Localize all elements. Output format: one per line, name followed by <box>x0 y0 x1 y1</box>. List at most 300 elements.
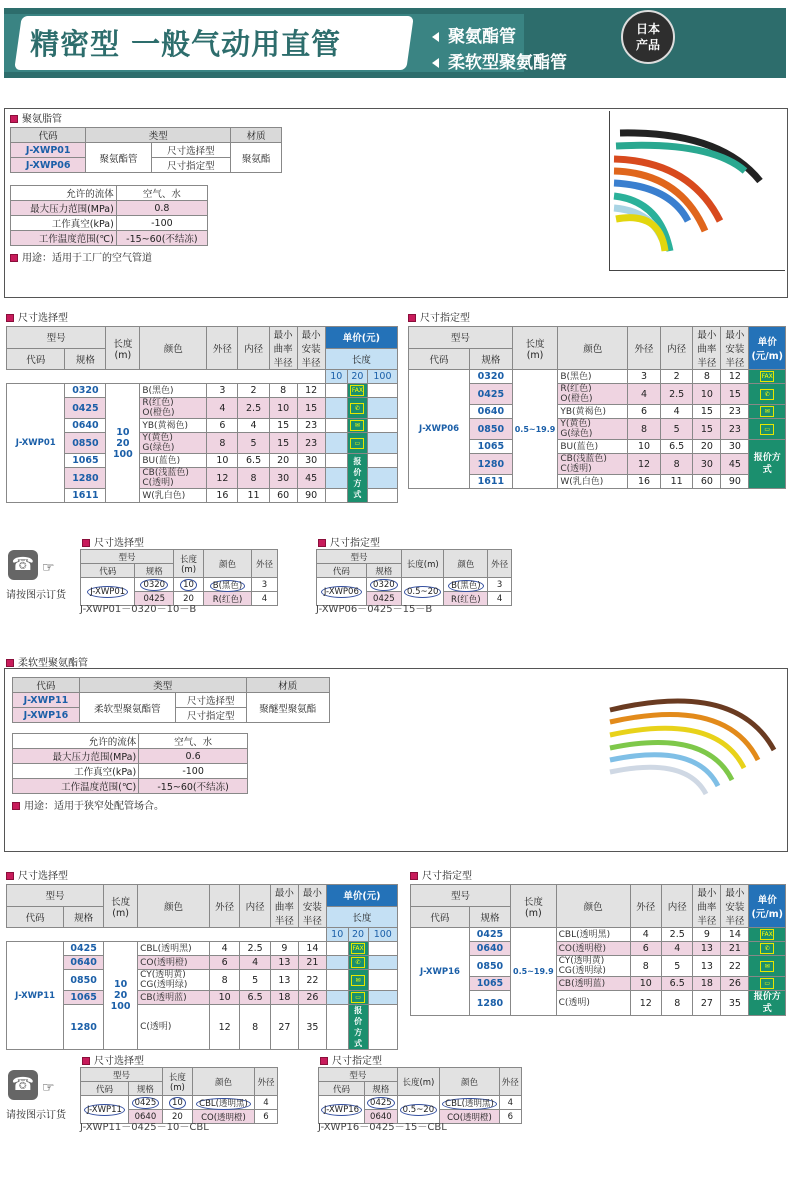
num-cell: 6.5 <box>660 440 693 454</box>
code-cell: J-XWP16 <box>13 708 80 723</box>
length-value: 0.5~20 <box>404 586 441 598</box>
arrow-left-icon <box>432 32 439 42</box>
color-cell: Y(黄色) G(绿色) <box>558 419 628 440</box>
o2-fix-example: J-XWP16－0425－15－CBL <box>318 1122 447 1133</box>
table-row <box>7 942 398 956</box>
s1-fix-table <box>408 326 786 489</box>
o2-fix-label <box>320 1052 382 1067</box>
table-row <box>411 928 786 942</box>
th-spec: 规格 <box>366 564 401 578</box>
num-cell: 20 <box>693 440 721 454</box>
od-value: 3 <box>251 578 277 592</box>
num-cell: 6 <box>207 419 238 433</box>
bullet-icon <box>408 314 416 322</box>
model-code: J-XWP06 <box>409 370 470 489</box>
num-cell: 12 <box>721 370 749 384</box>
th-length-sub: 长度 <box>325 348 397 370</box>
badge-line-1: 日本 <box>635 22 660 36</box>
th-type: 类型 <box>86 128 231 143</box>
o1-fix-label-text: 尺寸指定型 <box>330 538 380 549</box>
num-cell: 10 <box>269 398 297 419</box>
length-value: 10 <box>169 1097 186 1109</box>
s1-sel-label-text: 尺寸选择型 <box>18 313 68 324</box>
quote-method[interactable]: 报价方式 <box>347 454 367 503</box>
th-spec: 规格 <box>64 906 104 928</box>
spec-code: 1611 <box>65 489 106 503</box>
bullet-icon <box>82 1057 90 1065</box>
num-cell: 16 <box>207 489 238 503</box>
code-value: J-XWP11 <box>84 1104 125 1116</box>
page-title: 精密型 一般气动用直管 <box>30 27 342 61</box>
num-cell: 26 <box>298 991 326 1005</box>
subtype-cell: 尺寸指定型 <box>151 158 231 173</box>
th-bend: 最小曲率半径 <box>693 885 721 928</box>
s1-usage <box>10 249 152 264</box>
table-row <box>81 1096 278 1110</box>
phone-icon[interactable]: ✆ <box>347 398 367 419</box>
th-id: 内径 <box>661 885 692 928</box>
th-length: 长度(m) <box>402 550 444 578</box>
num-cell: 4 <box>661 942 692 956</box>
table-row <box>7 970 398 991</box>
color-cell: CO(透明橙) <box>556 942 630 956</box>
spec-label: 最大压力范围(MPa) <box>11 201 117 216</box>
mail-icon[interactable]: ✉ <box>749 405 786 419</box>
th-spec: 规格 <box>65 348 106 370</box>
spec-code: 0850 <box>470 419 513 440</box>
subtype-cell: 尺寸选择型 <box>151 143 231 158</box>
section1-label <box>10 110 62 125</box>
num-cell: 5 <box>240 970 271 991</box>
o2-sel-label <box>82 1052 144 1067</box>
o1-sel-label <box>82 534 144 549</box>
table-row <box>7 398 398 419</box>
color-cell: B(黑色) <box>558 370 628 384</box>
num-cell: 8 <box>269 384 297 398</box>
th-spec: 规格 <box>135 564 174 578</box>
spec-label: 工作真空(kPa) <box>13 764 139 779</box>
num-cell: 15 <box>721 384 749 405</box>
order-note: 请按图示订货 <box>6 590 66 601</box>
th-model: 型号 <box>7 327 106 349</box>
num-cell: 9 <box>270 942 298 956</box>
model-code: J-XWP16 <box>411 928 470 1016</box>
th-length: 长度 (m) <box>104 885 138 928</box>
th-l100: 100 <box>368 928 397 942</box>
spec-code: 0425 <box>469 928 510 942</box>
length-range: 0.5~19.9 <box>512 370 558 489</box>
num-cell: 6.5 <box>661 977 692 991</box>
mail-icon[interactable]: ✉ <box>348 970 368 991</box>
num-cell: 45 <box>297 468 325 489</box>
table-row <box>317 578 512 592</box>
od-value: 4 <box>499 1096 521 1110</box>
num-cell: 13 <box>693 942 721 956</box>
spec-value: 0425 <box>143 593 166 604</box>
length-value: 20 <box>172 1111 183 1122</box>
monitor-icon[interactable]: ▭ <box>348 991 368 1005</box>
spec-value: 0640 <box>370 1111 392 1122</box>
color-cell: BU(蓝色) <box>140 454 207 468</box>
s1-fix-label <box>408 309 470 324</box>
spec-code: 0425 <box>470 384 513 405</box>
spec-label: 允许的流体 <box>11 186 117 201</box>
spec-value: 0.6 <box>139 749 248 764</box>
th-unit-price: 单价(元) <box>326 885 397 907</box>
th-model: 型号 <box>319 1068 398 1082</box>
th-code: 代码 <box>319 1082 365 1096</box>
num-cell: 2 <box>660 370 693 384</box>
color-cell: C(透明) <box>138 1005 210 1050</box>
num-cell: 8 <box>240 1005 271 1050</box>
num-cell: 3 <box>207 384 238 398</box>
num-cell: 4 <box>209 942 240 956</box>
num-cell: 20 <box>269 454 297 468</box>
table-row <box>7 419 398 433</box>
od-value: 4 <box>255 1096 278 1110</box>
table-row <box>81 578 278 592</box>
num-cell: 21 <box>721 942 749 956</box>
color-cell: Y(黄色) G(绿色) <box>140 433 207 454</box>
table-row <box>7 956 398 970</box>
length-option: 10 <box>113 979 128 990</box>
th-code: 代码 <box>317 564 367 578</box>
header-sub-2 <box>432 48 567 73</box>
s1-sel-table <box>6 326 398 503</box>
o2-sel-table <box>80 1067 278 1124</box>
num-cell: 35 <box>298 1005 326 1050</box>
s2-fix-label <box>410 867 472 882</box>
length-options <box>106 384 140 503</box>
spec-code: 1065 <box>469 977 510 991</box>
bullet-icon <box>82 539 90 547</box>
s1-usage-text: 用途：适用于工厂的空气管道 <box>22 253 152 264</box>
bullet-icon <box>6 314 14 322</box>
monitor-icon[interactable]: ▭ <box>347 433 367 454</box>
num-cell: 90 <box>297 489 325 503</box>
phone-icon[interactable]: ✆ <box>749 384 786 405</box>
od-value: 4 <box>251 592 277 606</box>
code-value: J-XWP06 <box>321 586 362 598</box>
num-cell: 6.5 <box>240 991 271 1005</box>
mail-icon[interactable]: ✉ <box>749 956 786 977</box>
spec-code: 0640 <box>65 419 106 433</box>
num-cell: 9 <box>693 928 721 942</box>
o1-sel-table <box>80 549 278 606</box>
o2-fix-label-text: 尺寸指定型 <box>332 1056 382 1067</box>
header-sub-1-text: 聚氨酯管 <box>448 27 516 47</box>
num-cell: 60 <box>693 475 721 489</box>
code-cell: J-XWP06 <box>11 158 86 173</box>
num-cell: 12 <box>628 454 661 475</box>
num-cell: 90 <box>721 475 749 489</box>
th-od: 外径 <box>207 327 238 370</box>
th-install: 最小安装半径 <box>721 327 749 370</box>
s1-sel-label <box>6 309 68 324</box>
color-value: B(黑色) <box>448 580 483 592</box>
num-cell: 8 <box>660 454 693 475</box>
num-cell: 35 <box>721 991 749 1016</box>
material-cell: 聚氨酯 <box>231 143 282 173</box>
spec-value: -100 <box>139 764 248 779</box>
code-value: J-XWP16 <box>321 1104 362 1116</box>
o2-fix-table <box>318 1067 522 1124</box>
spec-code: 0640 <box>469 942 510 956</box>
th-model: 型号 <box>81 1068 163 1082</box>
num-cell: 2.5 <box>661 928 692 942</box>
th-type: 类型 <box>79 678 246 693</box>
color-cell: CY(透明黄) CG(透明绿) <box>556 956 630 977</box>
length-option: 100 <box>112 448 133 460</box>
s1-type-table <box>10 127 282 173</box>
num-cell: 12 <box>207 468 238 489</box>
th-code: 代码 <box>7 906 64 928</box>
th-code: 代码 <box>81 1082 129 1096</box>
title-plate <box>14 16 414 70</box>
bullet-icon <box>410 872 418 880</box>
th-od: 外径 <box>488 550 512 578</box>
fax-icon[interactable]: FAX <box>749 928 786 942</box>
color-cell: CB(浅蓝色) C(透明) <box>140 468 207 489</box>
num-cell: 30 <box>297 454 325 468</box>
th-color: 颜色 <box>444 550 488 578</box>
num-cell: 16 <box>628 475 661 489</box>
color-cell: W(乳白色) <box>140 489 207 503</box>
num-cell: 6 <box>628 405 661 419</box>
s2-fix-table <box>410 884 786 1016</box>
length-value: 10 <box>180 579 197 591</box>
th-od: 外径 <box>251 550 277 578</box>
th-install: 最小安装半径 <box>297 327 325 370</box>
subtype-cell: 尺寸选择型 <box>175 693 246 708</box>
num-cell: 15 <box>297 398 325 419</box>
table-row <box>7 1005 398 1050</box>
spec-label: 工作真空(kPa) <box>11 216 117 231</box>
th-id: 内径 <box>240 885 271 928</box>
num-cell: 5 <box>660 419 693 440</box>
spec-value: -15~60(不结冻) <box>139 779 248 794</box>
section1-label-text: 聚氨脂管 <box>22 114 62 125</box>
spec-value: 0425 <box>367 1097 395 1109</box>
phone-icon[interactable]: ✆ <box>749 942 786 956</box>
quote-method[interactable]: 报价方式 <box>348 1005 368 1050</box>
s1-spec-table <box>10 185 208 246</box>
length-options <box>104 942 138 1050</box>
spec-code: 1280 <box>65 468 106 489</box>
monitor-icon[interactable]: ▭ <box>749 977 786 991</box>
th-model: 型号 <box>81 550 174 564</box>
code-cell: J-XWP11 <box>13 693 80 708</box>
th-bend: 最小曲率半径 <box>269 327 297 370</box>
quote-method[interactable]: 报价方式 <box>749 991 786 1016</box>
header-sub-1 <box>432 22 516 47</box>
color-cell: YB(黄褐色) <box>558 405 628 419</box>
num-cell: 27 <box>270 1005 298 1050</box>
o1-fix-table <box>316 549 512 606</box>
spec-code: 0640 <box>470 405 513 419</box>
num-cell: 4 <box>660 405 693 419</box>
bullet-icon <box>6 659 14 667</box>
table-row <box>409 370 786 384</box>
length-option: 20 <box>116 437 130 449</box>
num-cell: 5 <box>238 433 269 454</box>
material-cell: 聚醚型聚氨酯 <box>246 693 329 723</box>
th-material: 材质 <box>231 128 282 143</box>
spec-code: 1280 <box>470 454 513 475</box>
num-cell: 13 <box>270 970 298 991</box>
phone-icon[interactable]: ✆ <box>348 956 368 970</box>
color-cell: CY(透明黄) CG(透明绿) <box>138 970 210 991</box>
num-cell: 4 <box>630 928 661 942</box>
bullet-icon <box>6 872 14 880</box>
num-cell: 8 <box>661 991 692 1016</box>
arrow-left-icon <box>432 58 439 68</box>
color-value: CO(透明橙) <box>201 1112 246 1123</box>
th-od: 外径 <box>630 885 661 928</box>
spec-value: 0640 <box>134 1111 157 1122</box>
th-l100: 100 <box>367 370 397 384</box>
spec-code: 0425 <box>65 398 106 419</box>
num-cell: 27 <box>693 991 721 1016</box>
spec-code: 0640 <box>64 956 104 970</box>
color-value: B(黑色) <box>210 580 245 592</box>
color-cell: R(红色) O(橙色) <box>558 384 628 405</box>
table-row <box>319 1096 522 1110</box>
th-l10: 10 <box>326 928 348 942</box>
th-install: 最小安装半径 <box>298 885 326 928</box>
spec-code: 1611 <box>470 475 513 489</box>
th-length: 长度 (m) <box>106 327 140 370</box>
color-cell: B(黑色) <box>140 384 207 398</box>
num-cell: 45 <box>721 454 749 475</box>
quote-method[interactable]: 报价方式 <box>749 440 786 489</box>
phone-icon: ☎ <box>8 550 38 580</box>
code-cell: J-XWP01 <box>11 143 86 158</box>
color-cell: YB(黄褐色) <box>140 419 207 433</box>
num-cell: 30 <box>269 468 297 489</box>
num-cell: 15 <box>693 419 721 440</box>
th-length: 长度(m) <box>162 1068 192 1096</box>
th-bend: 最小曲率半径 <box>693 327 721 370</box>
japan-product-badge <box>621 10 675 64</box>
th-model: 型号 <box>409 327 513 349</box>
th-od: 外径 <box>628 327 661 370</box>
color-cell: CB(浅蓝色) C(透明) <box>558 454 628 475</box>
num-cell: 23 <box>297 433 325 454</box>
s2-usage-text: 用途：适用于狭窄处配管场合。 <box>24 801 164 812</box>
num-cell: 2 <box>238 384 269 398</box>
s2-type-table <box>12 677 330 723</box>
num-cell: 15 <box>269 433 297 454</box>
th-code: 代码 <box>11 128 86 143</box>
fax-icon[interactable]: FAX <box>749 370 786 384</box>
length-option: 10 <box>116 426 130 438</box>
bullet-icon <box>10 254 18 262</box>
s2-fix-label-text: 尺寸指定型 <box>422 871 472 882</box>
num-cell: 30 <box>721 440 749 454</box>
tubes-photo-1 <box>609 111 785 271</box>
spec-value: 0425 <box>373 593 395 604</box>
num-cell: 10 <box>207 454 238 468</box>
spec-code: 1065 <box>64 991 104 1005</box>
num-cell: 11 <box>238 489 269 503</box>
color-cell: W(乳白色) <box>558 475 628 489</box>
fax-icon[interactable]: FAX <box>347 384 367 398</box>
o2-sel-example: J-XWP11－0425－10－CBL <box>80 1122 209 1133</box>
o1-sel-label-text: 尺寸选择型 <box>94 538 144 549</box>
num-cell: 15 <box>269 419 297 433</box>
color-value: CBL(透明黑) <box>196 1098 251 1110</box>
color-cell: CB(透明蓝) <box>138 991 210 1005</box>
mail-icon[interactable]: ✉ <box>347 419 367 433</box>
num-cell: 6.5 <box>238 454 269 468</box>
th-color: 颜色 <box>192 1068 254 1096</box>
th-l20: 20 <box>347 370 367 384</box>
monitor-icon[interactable]: ▭ <box>749 419 786 440</box>
o1-fix-example: J-XWP06－0425－15－B <box>316 604 433 615</box>
od-value: 4 <box>488 592 512 606</box>
th-unit-price: 单价(元) <box>325 327 397 349</box>
num-cell: 10 <box>630 977 661 991</box>
color-value: R(红色) <box>451 594 481 605</box>
bullet-icon <box>10 115 18 123</box>
num-cell: 18 <box>693 977 721 991</box>
length-value: 20 <box>183 593 194 604</box>
spec-value: -15~60(不结冻) <box>116 231 207 246</box>
spec-value: 0320 <box>370 579 398 591</box>
model-code: J-XWP11 <box>7 942 64 1050</box>
num-cell: 4 <box>238 419 269 433</box>
o1-fix-label <box>318 534 380 549</box>
od-value: 6 <box>499 1110 521 1124</box>
spec-label: 工作温度范围(℃) <box>13 779 139 794</box>
num-cell: 2.5 <box>660 384 693 405</box>
s2-sel-label <box>6 867 68 882</box>
section2-label <box>6 654 88 669</box>
length-option: 100 <box>110 1001 131 1012</box>
num-cell: 8 <box>238 468 269 489</box>
th-l20: 20 <box>348 928 368 942</box>
tubes-photo-2 <box>606 680 782 800</box>
length-range: 0.5~19.9 <box>511 928 557 1016</box>
num-cell: 14 <box>298 942 326 956</box>
th-spec: 规格 <box>469 906 510 928</box>
th-model: 型号 <box>7 885 104 907</box>
header-sub-2-text: 柔软型聚氨酯管 <box>448 53 567 73</box>
num-cell: 4 <box>240 956 271 970</box>
num-cell: 12 <box>297 384 325 398</box>
spec-value: -100 <box>116 216 207 231</box>
th-code: 代码 <box>7 348 65 370</box>
spec-code: 0320 <box>470 370 513 384</box>
color-cell: BU(蓝色) <box>558 440 628 454</box>
spec-label: 工作温度范围(℃) <box>11 231 117 246</box>
th-code: 代码 <box>81 564 135 578</box>
num-cell: 10 <box>693 384 721 405</box>
color-cell: R(红色) O(橙色) <box>140 398 207 419</box>
color-value: CBL(透明黑) <box>442 1098 497 1110</box>
th-od: 外径 <box>209 885 240 928</box>
num-cell: 4 <box>207 398 238 419</box>
spec-value: 空气、水 <box>139 734 248 749</box>
num-cell: 30 <box>693 454 721 475</box>
table-row <box>7 489 398 503</box>
num-cell: 8 <box>630 956 661 977</box>
th-code: 代码 <box>409 348 470 370</box>
fax-icon[interactable]: FAX <box>348 942 368 956</box>
num-cell: 18 <box>270 991 298 1005</box>
th-spec: 规格 <box>128 1082 162 1096</box>
